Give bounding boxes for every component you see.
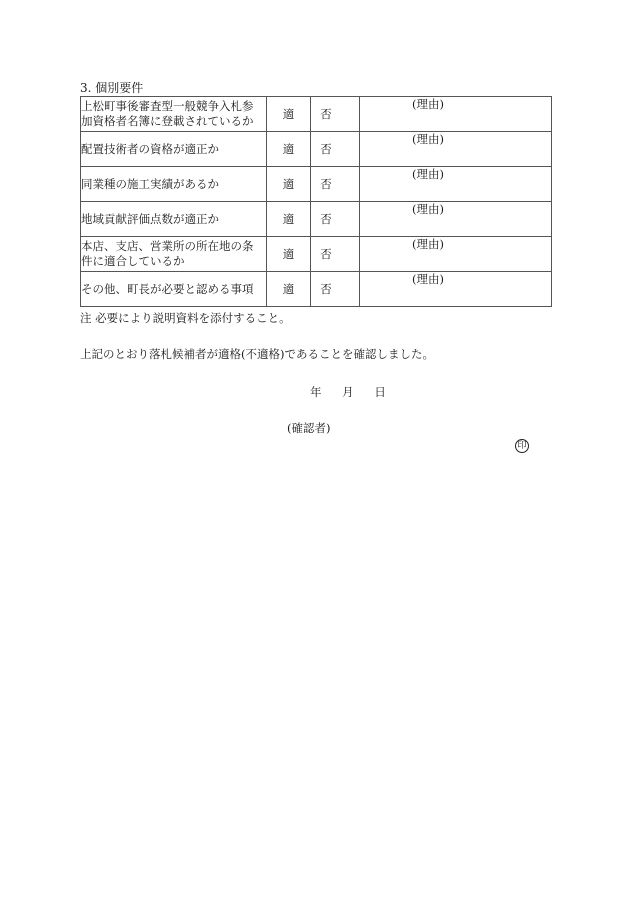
- ng-option: 否: [320, 107, 332, 121]
- requirement-item-line: 加資格者名簿に登載されているか: [81, 114, 254, 128]
- ng-cell: [311, 167, 360, 202]
- confirmation-text: 上記のとおり落札候補者が適格(不適格)であることを確認しました。: [80, 347, 434, 361]
- reason-cell: [360, 272, 552, 307]
- table-row: [81, 272, 552, 307]
- table-row: [81, 167, 552, 202]
- ng-option: 否: [320, 247, 332, 261]
- ng-option: 否: [320, 142, 332, 156]
- reason-cell: [360, 202, 552, 237]
- ng-cell: [311, 272, 360, 307]
- reason-label: (理由): [412, 167, 444, 181]
- requirement-item-line: 同業種の施工実績があるか: [81, 176, 219, 191]
- ng-option: 否: [320, 282, 332, 296]
- table-row: [81, 132, 552, 167]
- date-line: [310, 385, 403, 400]
- ng-option: 否: [320, 177, 332, 191]
- ok-option: 適: [267, 202, 311, 237]
- reason-label: (理由): [412, 272, 444, 286]
- ng-option: 否: [320, 212, 332, 226]
- reason-label: (理由): [412, 237, 444, 251]
- ng-cell: [311, 97, 360, 132]
- reason-label: (理由): [412, 132, 444, 146]
- reason-cell: [360, 97, 552, 132]
- confirmer-label: (確認者): [287, 421, 331, 435]
- requirement-item-line: 地域貢献評価点数が適正か: [81, 211, 219, 226]
- ok-option: 適: [267, 237, 311, 272]
- requirements-table: [80, 96, 552, 307]
- reason-cell: [360, 237, 552, 272]
- requirement-item-line: 上松町事後審査型一般競争入札参: [81, 99, 254, 113]
- reason-label: (理由): [412, 97, 444, 111]
- ok-option: 適: [267, 167, 311, 202]
- requirement-item: [81, 132, 267, 167]
- requirement-item: [81, 272, 267, 307]
- requirement-item: [81, 97, 267, 132]
- date-year-label: 年: [310, 385, 322, 399]
- table-row: [81, 202, 552, 237]
- seal-mark: 印: [515, 439, 529, 453]
- table-row: [81, 97, 552, 132]
- requirement-item: [81, 202, 267, 237]
- ok-option: 適: [267, 272, 311, 307]
- requirement-item-line: その他、町長が必要と認める事項: [81, 281, 254, 296]
- table-row: [81, 237, 552, 272]
- requirement-item: [81, 237, 267, 272]
- requirement-item-line: 配置技術者の資格が適正か: [81, 141, 219, 156]
- note-text: 注 必要により説明資料を添付すること。: [80, 311, 291, 325]
- reason-cell: [360, 167, 552, 202]
- ok-option: 適: [267, 97, 311, 132]
- requirement-item-line: 本店、支店、営業所の所在地の条: [81, 239, 254, 253]
- requirement-item-line: 件に適合しているか: [81, 254, 185, 268]
- date-day-label: 日: [374, 385, 386, 399]
- ng-cell: [311, 202, 360, 237]
- date-month-label: 月: [342, 385, 354, 399]
- section-title: 3. 個別要件: [80, 81, 144, 95]
- requirement-item: [81, 167, 267, 202]
- ng-cell: [311, 237, 360, 272]
- ng-cell: [311, 132, 360, 167]
- reason-label: (理由): [412, 202, 444, 216]
- ok-option: 適: [267, 132, 311, 167]
- reason-cell: [360, 132, 552, 167]
